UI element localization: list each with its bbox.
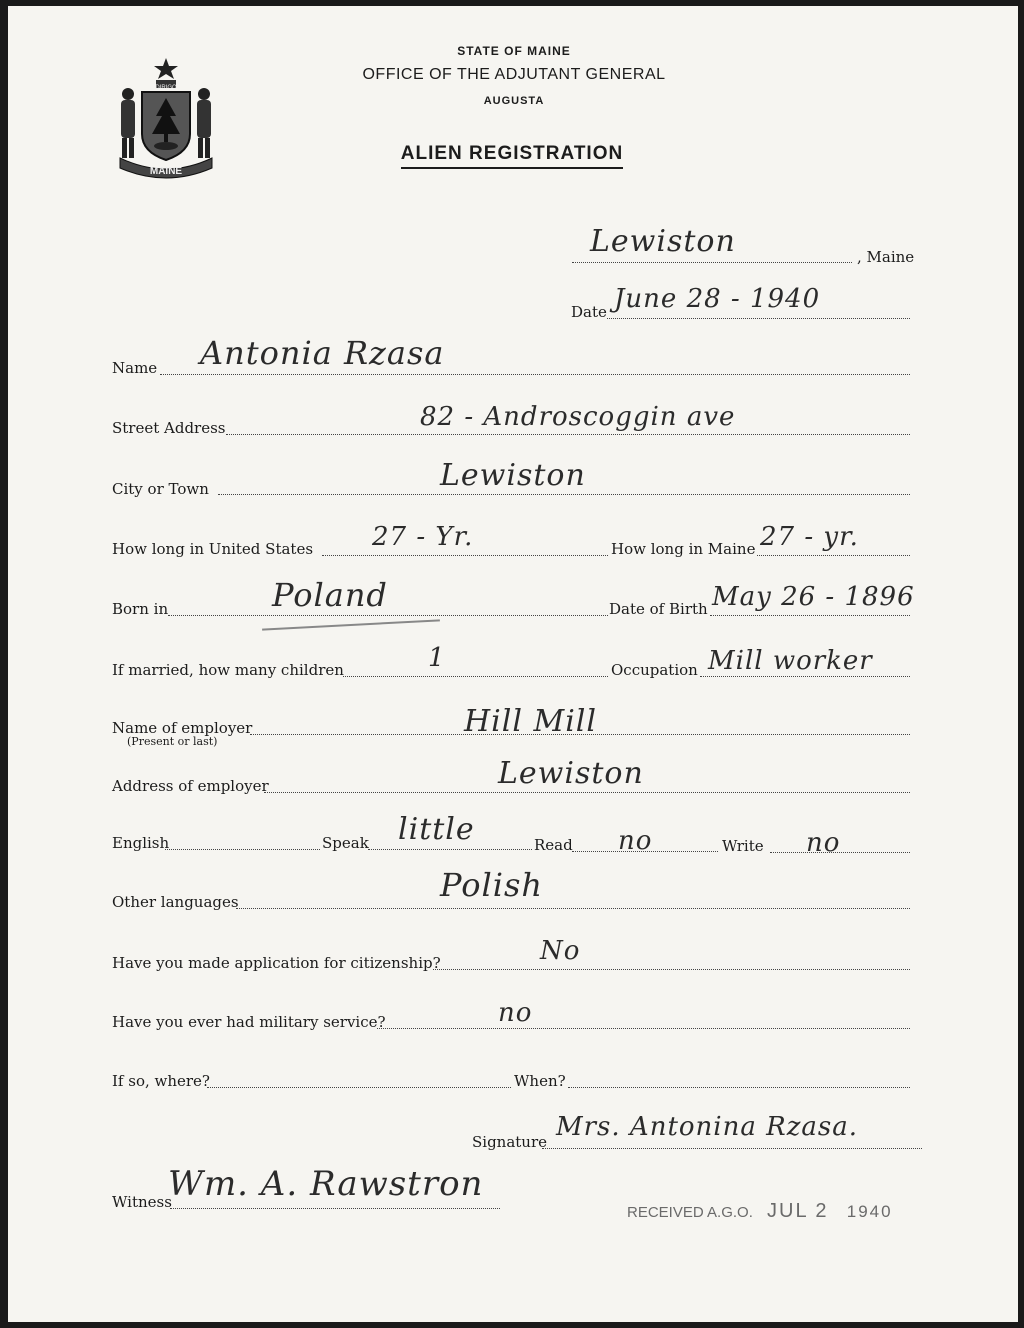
city-value: Lewiston — [440, 458, 586, 493]
long-maine-value: 27 - yr. — [760, 522, 859, 552]
header-state: STATE OF MAINE — [457, 44, 571, 58]
seal-name: MAINE — [149, 166, 183, 177]
employer-value: Hill Mill — [464, 704, 597, 739]
military-line — [377, 1028, 910, 1029]
stamp-year: 1940 — [846, 1202, 893, 1221]
occupation-line — [700, 676, 910, 677]
read-value: no — [618, 826, 653, 856]
received-stamp — [627, 1200, 893, 1223]
write-value: no — [806, 828, 841, 858]
name-line — [160, 374, 910, 375]
name-value: Antonia Rzasa — [200, 334, 445, 372]
when-label: When? — [514, 1072, 566, 1090]
long-maine-label: How long in Maine — [611, 540, 756, 558]
town-value: Lewiston — [590, 224, 736, 259]
witness-value: Wm. A. Rawstron — [168, 1164, 484, 1204]
children-label: If married, how many children — [112, 661, 344, 679]
where-label: If so, where? — [112, 1072, 210, 1090]
speak-value: little — [398, 812, 475, 847]
form-title — [0, 143, 1024, 165]
header-city: AUGUSTA — [483, 95, 545, 107]
read-label: Read — [534, 836, 573, 854]
employer-address-value: Lewiston — [498, 756, 644, 791]
citizenship-label: Have you made application for citizenship? — [112, 954, 441, 972]
maine-label: , Maine — [857, 248, 915, 266]
speak-line — [368, 849, 532, 850]
long-maine-line — [757, 555, 910, 556]
occupation-value: Mill worker — [708, 646, 873, 676]
street-value: 82 - Androscoggin ave — [420, 402, 736, 432]
english-label: English — [112, 834, 170, 852]
long-us-line — [322, 555, 608, 556]
header-office: OFFICE OF THE ADJUTANT GENERAL — [362, 66, 666, 83]
other-languages-value: Polish — [440, 866, 543, 904]
citizenship-value: No — [540, 936, 581, 966]
employer-address-label: Address of employer — [112, 777, 269, 795]
other-languages-label: Other languages — [112, 893, 239, 911]
born-value: Poland — [272, 576, 388, 614]
date-label: Date — [571, 303, 607, 321]
children-line — [343, 676, 608, 677]
date-value: June 28 - 1940 — [614, 284, 821, 314]
seal-motto: DIRIGO — [155, 85, 177, 91]
street-label: Street Address — [112, 419, 226, 437]
stamp-date: JUL 2 — [767, 1200, 829, 1222]
street-line — [226, 434, 910, 435]
other-languages-line — [236, 908, 910, 909]
long-us-value: 27 - Yr. — [372, 522, 474, 552]
dob-label: Date of Birth — [609, 600, 708, 618]
city-label: City or Town — [112, 480, 209, 498]
english-line — [165, 849, 320, 850]
employer-address-line — [264, 792, 910, 793]
witness-label: Witness — [112, 1193, 172, 1211]
write-label: Write — [722, 837, 764, 855]
stamp-received: RECEIVED A.G.O. — [627, 1204, 753, 1221]
where-line — [207, 1087, 511, 1088]
name-label: Name — [112, 359, 158, 377]
dob-line — [710, 615, 910, 616]
city-line — [218, 494, 910, 495]
military-value: no — [498, 998, 533, 1028]
employer-sublabel: (Present or last) — [127, 735, 218, 748]
long-us-label: How long in United States — [112, 540, 314, 558]
signature-value: Mrs. Antonina Rzasa. — [556, 1112, 859, 1142]
town-line — [572, 262, 852, 263]
born-label: Born in — [112, 600, 169, 618]
date-line — [607, 318, 910, 319]
signature-line — [542, 1148, 922, 1149]
dob-value: May 26 - 1896 — [712, 582, 915, 612]
children-value: 1 — [428, 643, 446, 673]
when-line — [568, 1087, 910, 1088]
signature-label: Signature — [472, 1133, 548, 1151]
witness-line — [170, 1208, 500, 1209]
occupation-label: Occupation — [611, 661, 698, 679]
employer-label: Name of employer — [112, 719, 253, 737]
born-line — [168, 615, 608, 616]
citizenship-line — [433, 969, 910, 970]
form-title-text: ALIEN REGISTRATION — [401, 143, 623, 169]
military-label: Have you ever had military service? — [112, 1013, 386, 1031]
speak-label: Speak — [322, 834, 369, 852]
